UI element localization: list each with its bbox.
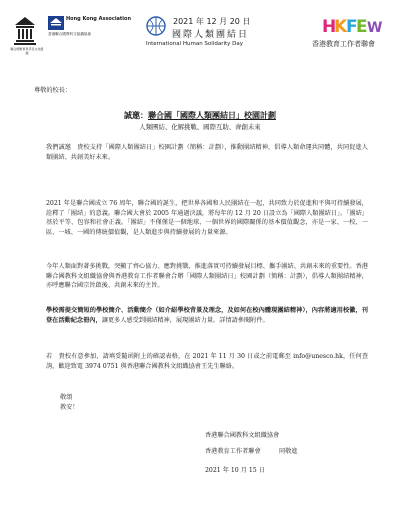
paragraph-submission (46, 306, 368, 325)
unesco-caption: 聯合國教育科學及文化組織 (10, 47, 44, 55)
paragraph-invitation: 我們誠邀 貴校支持「國際人類團結日」校園計劃（簡稱：計劃），推動團結精神，倡導人類命運共同體，共同促進人類團結、共創美好未來。 (46, 144, 368, 161)
hkfew-name: 香港教育工作者聯會 (312, 40, 375, 48)
letter-header (0, 14, 400, 58)
svg-text:E: E (356, 17, 368, 37)
submission-rest: 讓更多人感受到團結精神，展現團結力量。詳情請參閱附件。 (101, 316, 269, 324)
submission-bold: 學校需提交簡短的學校簡介、活動簡介（如介紹學校背景及理念，及如何在校內體現團結精神），內容將適用校徽，刊登在活動紀念冊內， (46, 307, 368, 324)
title-prefix: 誠邀： (124, 110, 148, 120)
svg-text:H: H (322, 17, 337, 37)
salutation: 尊敬的校長： (34, 87, 72, 94)
hka-title: Hong Kong Association (66, 16, 132, 22)
signatory-joint: 同敬進 (279, 448, 298, 455)
hka-logo-icon (48, 16, 64, 30)
header-day-english: International Human Solidarity Day (146, 41, 244, 47)
closing-wish: 教安！ (60, 404, 79, 411)
closing-regards: 敬頌 (60, 394, 73, 401)
hkfew-logo-icon (320, 14, 383, 37)
unesco-temple-icon (14, 16, 36, 46)
letter-title (0, 110, 400, 121)
paragraph-contact: 若 貴校有意參加，請填妥隨函附上的確認表格，在 2021 年 11 月 30 日或之前電郵至 info@unesco.hk，任何查詢，歡迎致電 3974 0751 與香港聯合國教科文組織協會王先生聯絡。 (46, 353, 368, 370)
letter-subtitle: 人類團結、化解挑戰、國際互助、齊創未來 (139, 123, 261, 131)
paragraph-challenges: 今年人類面對著多挑戰，突顯了齊心協力、應對挑戰、推進落實可持續發展目標、攜手團結、共創未來的重要性。香港聯合國教科文組織協會與香港教育工作者聯會合辦「國際人類團結日」校園計劃（簡稱：計劃），倡導人類團結精神，亦呼應聯合國宗旨啟後、共創未來的主旨。 (46, 263, 368, 290)
signatory-unesco-hk: 香港聯合國教科文組織協會 (205, 432, 280, 439)
signatory-hkfew: 香港教育工作者聯會 (205, 448, 261, 455)
svg-text:K: K (334, 17, 348, 37)
letter-date: 2021 年 10 月 15 日 (205, 467, 265, 474)
header-day-chinese: 國際人類團結日 (172, 30, 250, 40)
header-date: 2021 年 12 月 20 日 (173, 17, 251, 26)
solidarity-globe-icon (145, 16, 167, 36)
svg-text:W: W (367, 20, 383, 36)
hka-subtitle: 香港聯合國教科文組織協會 (48, 32, 92, 36)
svg-text:F: F (346, 17, 358, 37)
title-main: 聯合國「國際人類團結日」校園計劃 (148, 110, 276, 120)
paragraph-background: 2021 年是聯合國成立 76 周年，聯合國的誕生，把世界各國和人民團結在一起，共同致力於促進和平與可持續發展，詮釋了「團結」的意義。聯合國大會於 2005 年通過決議，將每年的 12 月 20 日設立為「國際人類團結日」。「團結」基於平等、包容和社會正義。「團結」不僅僅是一個地球、一個世界的國際關係的基本價值觀念，亦是一家、一校、一區、一城、一國的傳統價值觀，是人類進步與持續發展的力量來源。 (46, 200, 368, 236)
